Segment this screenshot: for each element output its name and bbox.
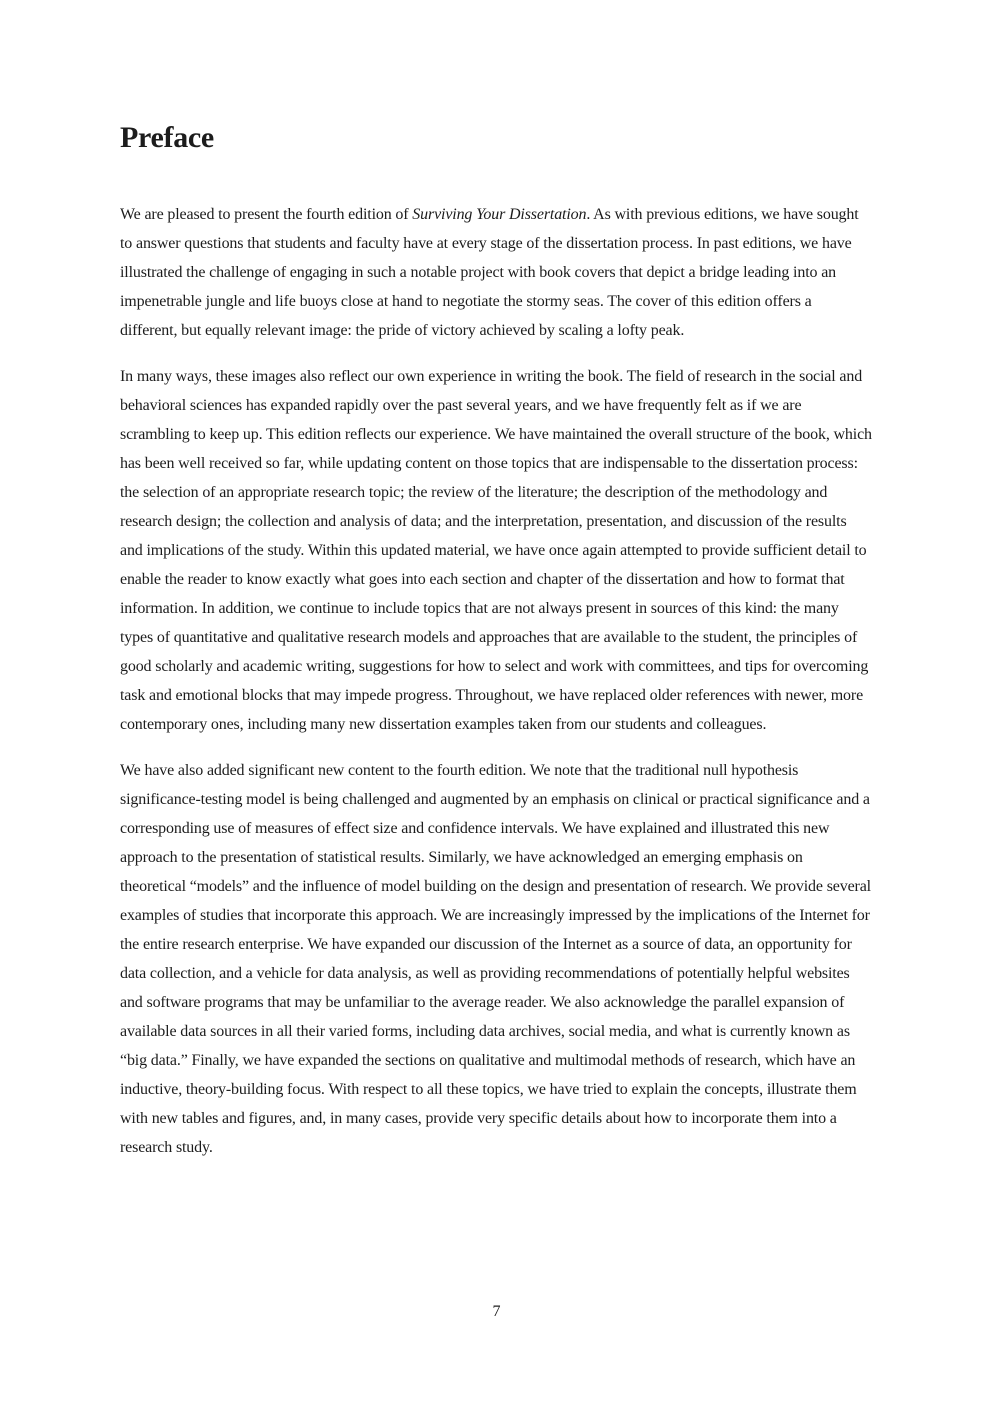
body-text xyxy=(120,200,872,1179)
paragraph-1-lead: We are pleased to present the fourth edition of xyxy=(120,206,413,223)
paragraph-2: In many ways, these images also reflect our own experience in writing the book. The field of research in the social and behavioral sciences has expanded rapidly over the past several years, and we have frequently felt as if we are scrambling to keep up. This edition reflects our experience. We have maintained the overall structure of the book, which has been well received so far, while updating content on those topics that are indispensable to the dissertation process: the selection of an appropriate research topic; the review of the literature; the description of the methodology and research design; the collection and analysis of data; and the interpretation, presentation, and discussion of the results and implications of the study. Within this updated material, we have once again attempted to provide sufficient detail to enable the reader to know exactly what goes into each section and chapter of the dissertation and how to format that information. In addition, we continue to include topics that are not always present in sources of this kind: the many types of quantitative and qualitative research models and approaches that are available to the student, the principles of good scholarly and academic writing, suggestions for how to select and work with committees, and tips for overcoming task and emotional blocks that may impede progress. Throughout, we have replaced older references with newer, more contemporary ones, including many new dissertation examples taken from our students and colleagues. xyxy=(120,368,872,733)
paragraph-1-rest: . As with previous editions, we have sought to answer questions that students and faculty have at every stage of the dissertation process. In past editions, we have illustrated the challenge of engaging in such a notable project with book covers that depict a bridge leading into an impenetrable jungle and life buoys close at hand to negotiate the stormy seas. The cover of this edition offers a different, but equally relevant image: the pride of victory achieved by scaling a lofty peak. xyxy=(120,206,859,339)
book-title: Surviving Your Dissertation xyxy=(412,206,587,223)
paragraph-3: We have also added significant new content to the fourth edition. We note that the traditional null hypothesis significance-testing model is being challenged and augmented by an emphasis on clinical or practical significance and a corresponding use of measures of effect size and confidence intervals. We have explained and illustrated this new approach to the presentation of statistical results. Similarly, we have acknowledged an emerging emphasis on theoretical “models” and the influence of model building on the design and presentation of research. We provide several examples of studies that incorporate this approach. We are increasingly impressed by the implications of the Internet for the entire research enterprise. We have expanded our discussion of the Internet as a source of data, an opportunity for data collection, and a vehicle for data analysis, as well as providing recommendations of potentially helpful websites and software programs that may be unfamiliar to the average reader. We also acknowledge the parallel expansion of available data sources in all their varied forms, including data archives, social media, and what is currently known as “big data.” Finally, we have expanded the sections on qualitative and multimodal methods of research, which have an inductive, theory-building focus. With respect to all these topics, we have tried to explain the concepts, illustrate them with new tables and figures, and, in many cases, provide very specific details about how to incorporate them into a research study. xyxy=(120,762,871,1156)
page-title: Preface xyxy=(120,121,214,154)
page-number: 7 xyxy=(492,1303,501,1320)
paragraph-1 xyxy=(120,200,872,345)
